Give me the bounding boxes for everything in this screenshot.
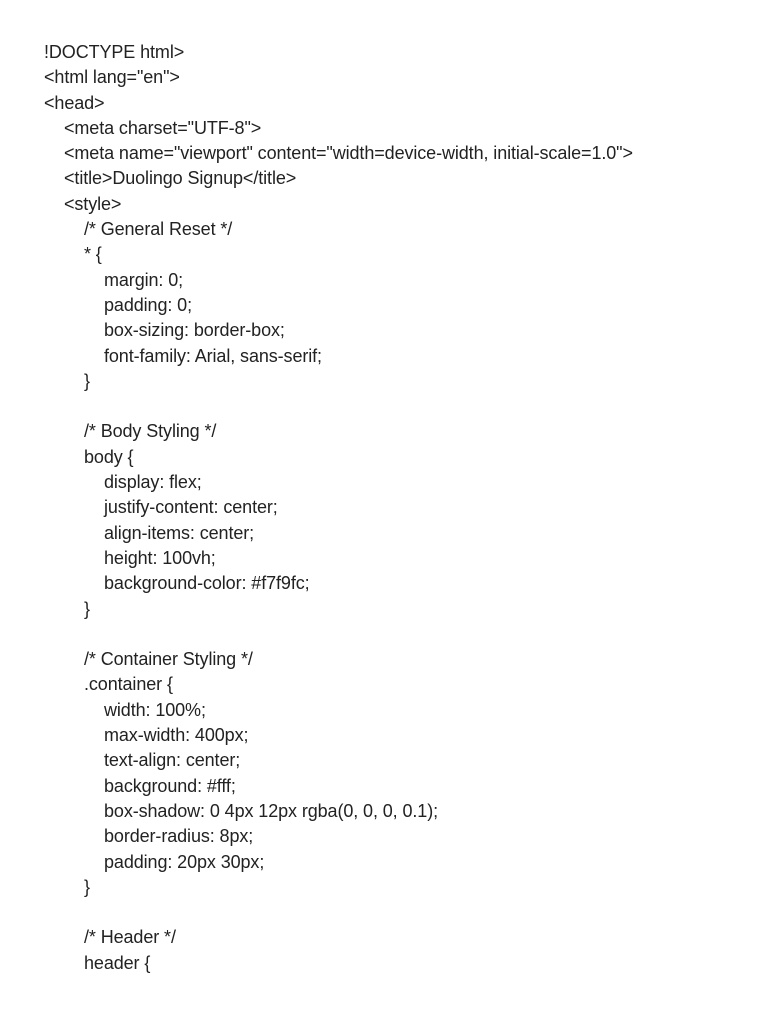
code-line: <head> [44, 92, 105, 113]
blank-line [44, 622, 744, 647]
code-line: padding: 20px 30px; [104, 851, 265, 872]
code-line: display: flex; [104, 472, 202, 493]
code-line: box-shadow: 0 4px 12px rgba(0, 0, 0, 0.1); [104, 800, 439, 821]
code-line: align-items: center; [104, 522, 255, 543]
code-line: <meta name="viewport" content="width=device-width, initial-scale=1.0"> [64, 143, 633, 164]
code-line: !DOCTYPE html> [44, 42, 185, 62]
code-line: .container { [84, 674, 173, 695]
code-line: border-radius: 8px; [104, 826, 254, 847]
code-line: /* General Reset */ [84, 219, 233, 240]
code-line: } [84, 876, 90, 897]
code-document [44, 40, 744, 976]
code-line: <style> [64, 193, 122, 214]
code-line: body { [84, 446, 134, 467]
code-line: font-family: Arial, sans-serif; [104, 345, 322, 366]
code-line: padding: 0; [104, 294, 192, 315]
code-line: <title>Duolingo Signup</title> [64, 168, 297, 189]
code-line: <html lang="en"> [44, 67, 180, 88]
code-line: box-sizing: border-box; [104, 320, 285, 341]
code-line: justify-content: center; [104, 497, 278, 518]
code-line: width: 100%; [104, 699, 206, 720]
blank-line [44, 900, 744, 925]
code-line: background: #fff; [104, 775, 236, 796]
code-line: background-color: #f7f9fc; [104, 573, 310, 594]
code-line: /* Header */ [84, 927, 176, 948]
blank-line [44, 394, 744, 419]
code-line: /* Body Styling */ [84, 421, 217, 442]
code-line: * { [84, 244, 102, 265]
code-line: <meta charset="UTF-8"> [64, 117, 262, 138]
code-line: header { [84, 952, 151, 973]
code-line: } [84, 598, 90, 619]
code-line: } [84, 370, 90, 391]
code-line: height: 100vh; [104, 547, 216, 568]
code-line: text-align: center; [104, 750, 241, 771]
code-line: max-width: 400px; [104, 725, 249, 746]
code-line: margin: 0; [104, 269, 184, 290]
code-line: /* Container Styling */ [84, 649, 253, 670]
